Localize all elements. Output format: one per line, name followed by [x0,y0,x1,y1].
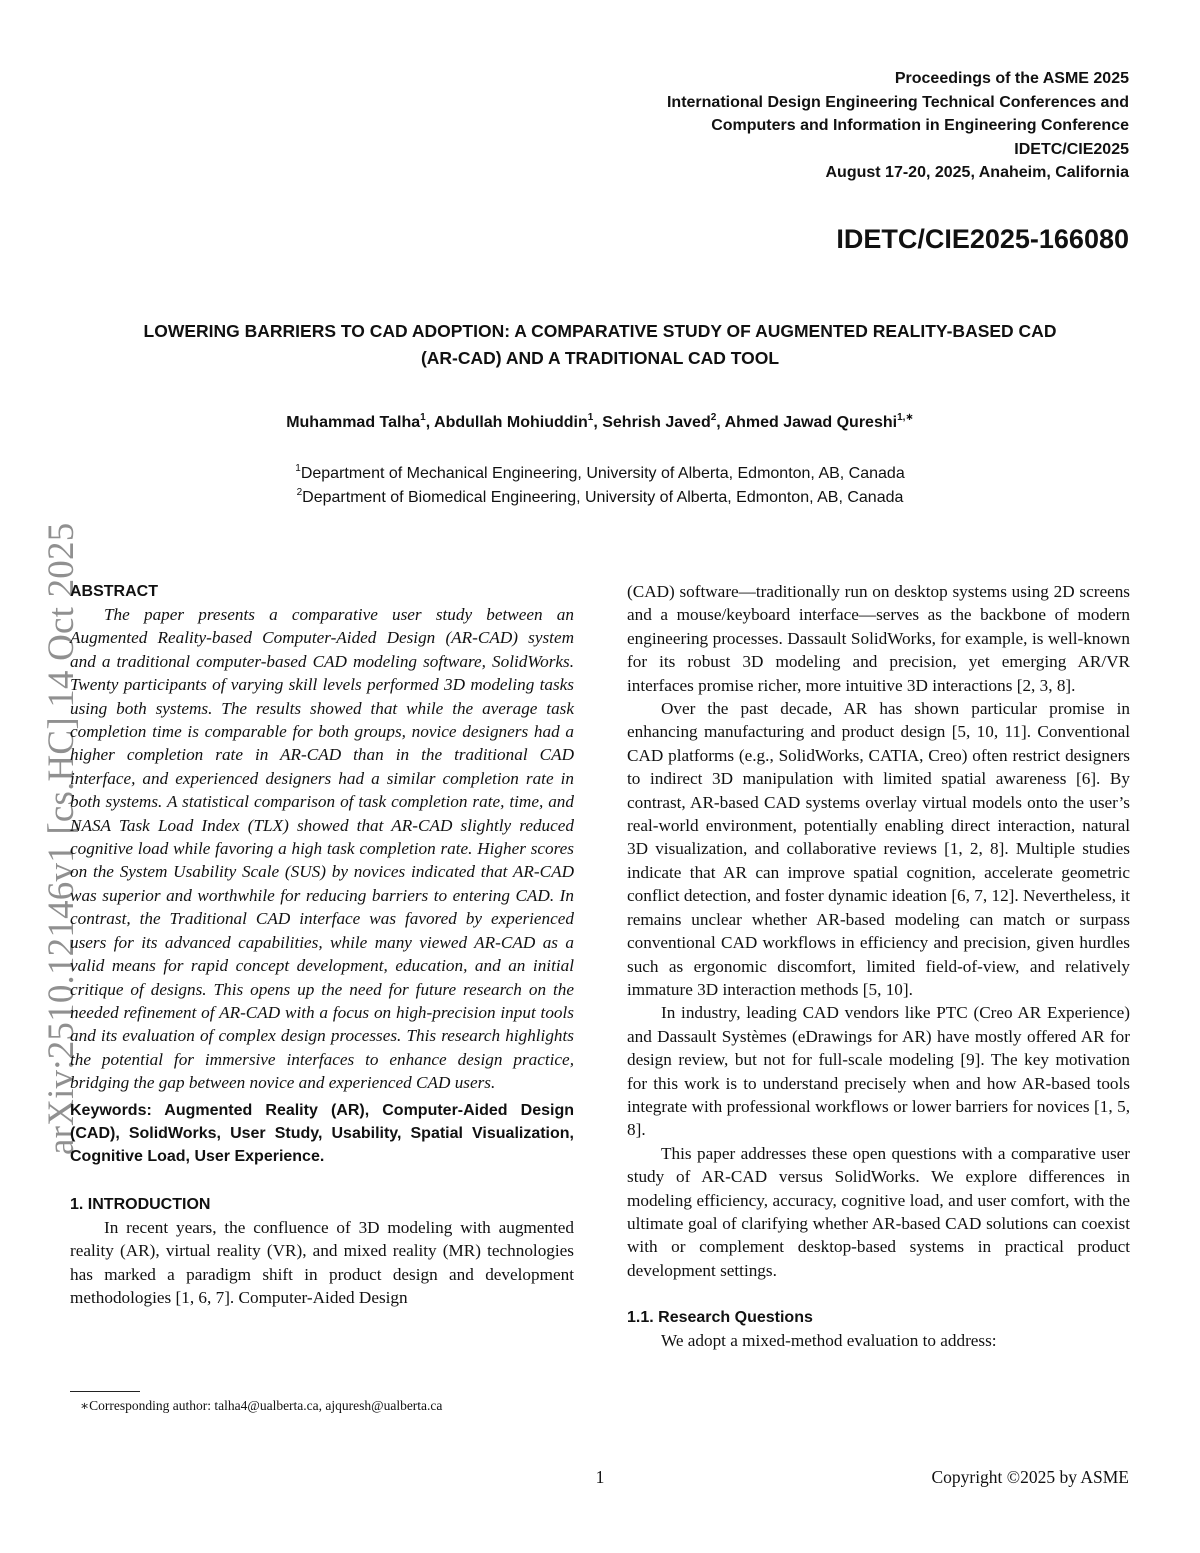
intro-paragraph: In industry, leading CAD vendors like PTC (Creo AR Experience) and Dassault Systèmes (eDrawings for AR) have mostly offered AR for design review, but not for full-scale modeling [9]. The key motivation for this work is to understand precisely when and how AR-based tools integrate with professional workflows or lower barriers for novices [1, 5, 8]. [627,1003,1130,1140]
affiliation [70,462,1130,486]
author-sep: , [425,414,435,431]
footnote-rule [70,1391,140,1392]
abstract-text: The paper presents a comparative user study between an Augmented Reality-based Computer-Aided Design (AR-CAD) system and a traditional computer-based CAD modeling software, SolidWorks. Twenty participants of varying skill levels performed 3D modeling tasks using both systems. The results showed that while the average task completion time is comparable for both groups, novice designers had a higher completion rate in AR-CAD than in the traditional CAD interface, and experienced designers had a similar completion rate in both systems. A statistical comparison of task completion rate, time, and NASA Task Load Index (TLX) showed that AR-CAD slightly reduced cognitive load while favoring a high task completion rate. Higher scores on the System Usability Scale (SUS) by novices indicated that AR-CAD was superior and worthwhile for reducing barriers to entering CAD. In contrast, the Traditional CAD interface was favored by experienced users for its advanced capabilities, while many viewed AR-CAD as a valid means for rapid concept development, education, and an initial critique of designs. This opens up the need for future research on the needed refinement of AR-CAD with a focus on high-precision input tools and its evaluation of complex design processes. This research highlights the potential for immersive interfaces to enhance design practice, bridging the gap between novice and experienced CAD users. [70,605,574,1093]
author-sup: 2 [710,411,717,423]
author-sup: 1 [420,411,426,423]
author-name: Abdullah Mohiuddin [434,414,588,431]
author-sep: , [593,414,603,431]
author-sup: 1 [587,411,594,423]
research-questions-text: We adopt a mixed-method evaluation to address: [661,1331,997,1351]
header-line: IDETC/CIE2025 [1014,140,1129,158]
research-questions-heading: 1.1. Research Questions [627,1309,813,1327]
paper-id: IDETC/CIE2025-166080 [836,224,1129,254]
author-sup: 1,∗ [897,411,914,423]
affiliation-text: Department of Mechanical Engineering, University of Alberta, Edmonton, AB, Canada [300,465,905,482]
left-column [70,580,574,1309]
header-line: Proceedings of the ASME 2025 [894,70,1129,87]
paper-title [70,318,1130,372]
intro-paragraph: Over the past decade, AR has shown particular promise in enhancing manufacturing and product design [5, 10, 11]. Conventional CAD platforms (e.g., SolidWorks, CATIA, Creo) often restrict designers to indirect 3D manipulation with limited spatial awareness [6]. By contrast, AR-based CAD systems overlay virtual models onto the user’s real-world environment, potentially enabling direct interaction, natural 3D visualization, and collaborative reviews [1, 2, 8]. Multiple studies indicate that AR can improve spatial cognition, accelerate geometric conflict detection, and foster dynamic ideation [6, 7, 12]. Nevertheless, it remains unclear whether AR-based modeling can match or surpass conventional CAD workflows in efficiency and precision, given hurdles such as ergonomic discomfort, limited field-of-view, and relatively immature 3D interaction methods [5, 10]. [627,699,1130,999]
abstract-heading: ABSTRACT [70,583,158,600]
page-number: 1 [595,1467,605,1487]
right-column [627,580,1130,1353]
title-line: LOWERING BARRIERS TO CAD ADOPTION: A COMPARATIVE STUDY OF AUGMENTED REALITY-BASED CAD [143,321,1057,341]
title-line: (AR-CAD) AND A TRADITIONAL CAD TOOL [420,348,780,368]
affiliation-sup: 2 [296,486,303,498]
author-list [70,411,1130,432]
conference-header [667,67,1129,185]
header-line: August 17-20, 2025, Anaheim, California [825,164,1129,181]
header-line: International Design Engineering Technical Conferences and [666,93,1129,111]
keywords-label: Keywords: [70,1101,152,1119]
header-line: Computers and Information in Engineering Conference [711,117,1129,134]
author-name: Sehrish Javed [602,414,711,431]
intro-paragraph-continued: (CAD) software—traditionally run on desktop systems using 2D screens and a mouse/keyboard interface—serves as the backbone of modern engineering processes. Dassault SolidWorks, for example, is well-known for its robust 3D modeling and precision, yet emerging AR/VR interfaces promise richer, more intuitive 3D interactions [2, 3, 8]. [627,582,1130,695]
affiliation [70,486,1130,510]
affiliation-sup: 1 [295,462,301,474]
copyright: Copyright ©2025 by ASME [931,1467,1129,1487]
author-name: Ahmed Jawad Qureshi [724,414,898,431]
affiliations [70,462,1130,510]
author-name: Muhammad Talha [286,414,421,431]
introduction-heading: 1. INTRODUCTION [70,1195,211,1213]
keywords-text: Augmented Reality (AR), Computer-Aided Design (CAD), SolidWorks, User Study, Usability, Spatial Visualization, Cognitive Load, User Experience. [70,1101,574,1166]
author-sep: , [716,414,725,431]
footnote: ∗Corresponding author: talha4@ualberta.ca, ajquresh@ualberta.ca [80,1398,443,1413]
intro-paragraph: In recent years, the confluence of 3D modeling with augmented reality (AR), virtual reality (VR), and mixed reality (MR) technologies has marked a paradigm shift in product design and development methodologies [1, 6, 7]. Computer-Aided Design [70,1217,574,1307]
intro-paragraph: This paper addresses these open questions with a comparative user study of AR-CAD versus SolidWorks. We explore differences in modeling efficiency, accuracy, cognitive load, and user comfort, with the ultimate goal of clarifying whether AR-based CAD solutions can coexist with or complement desktop-based systems in practical product development settings. [627,1143,1130,1280]
affiliation-text: Department of Biomedical Engineering, University of Alberta, Edmonton, AB, Canada [302,489,904,506]
arxiv-stamp: arXiv:2510.12146v1 [cs.HC] 14 Oct 2025 [41,522,82,1155]
keywords [70,1099,574,1169]
